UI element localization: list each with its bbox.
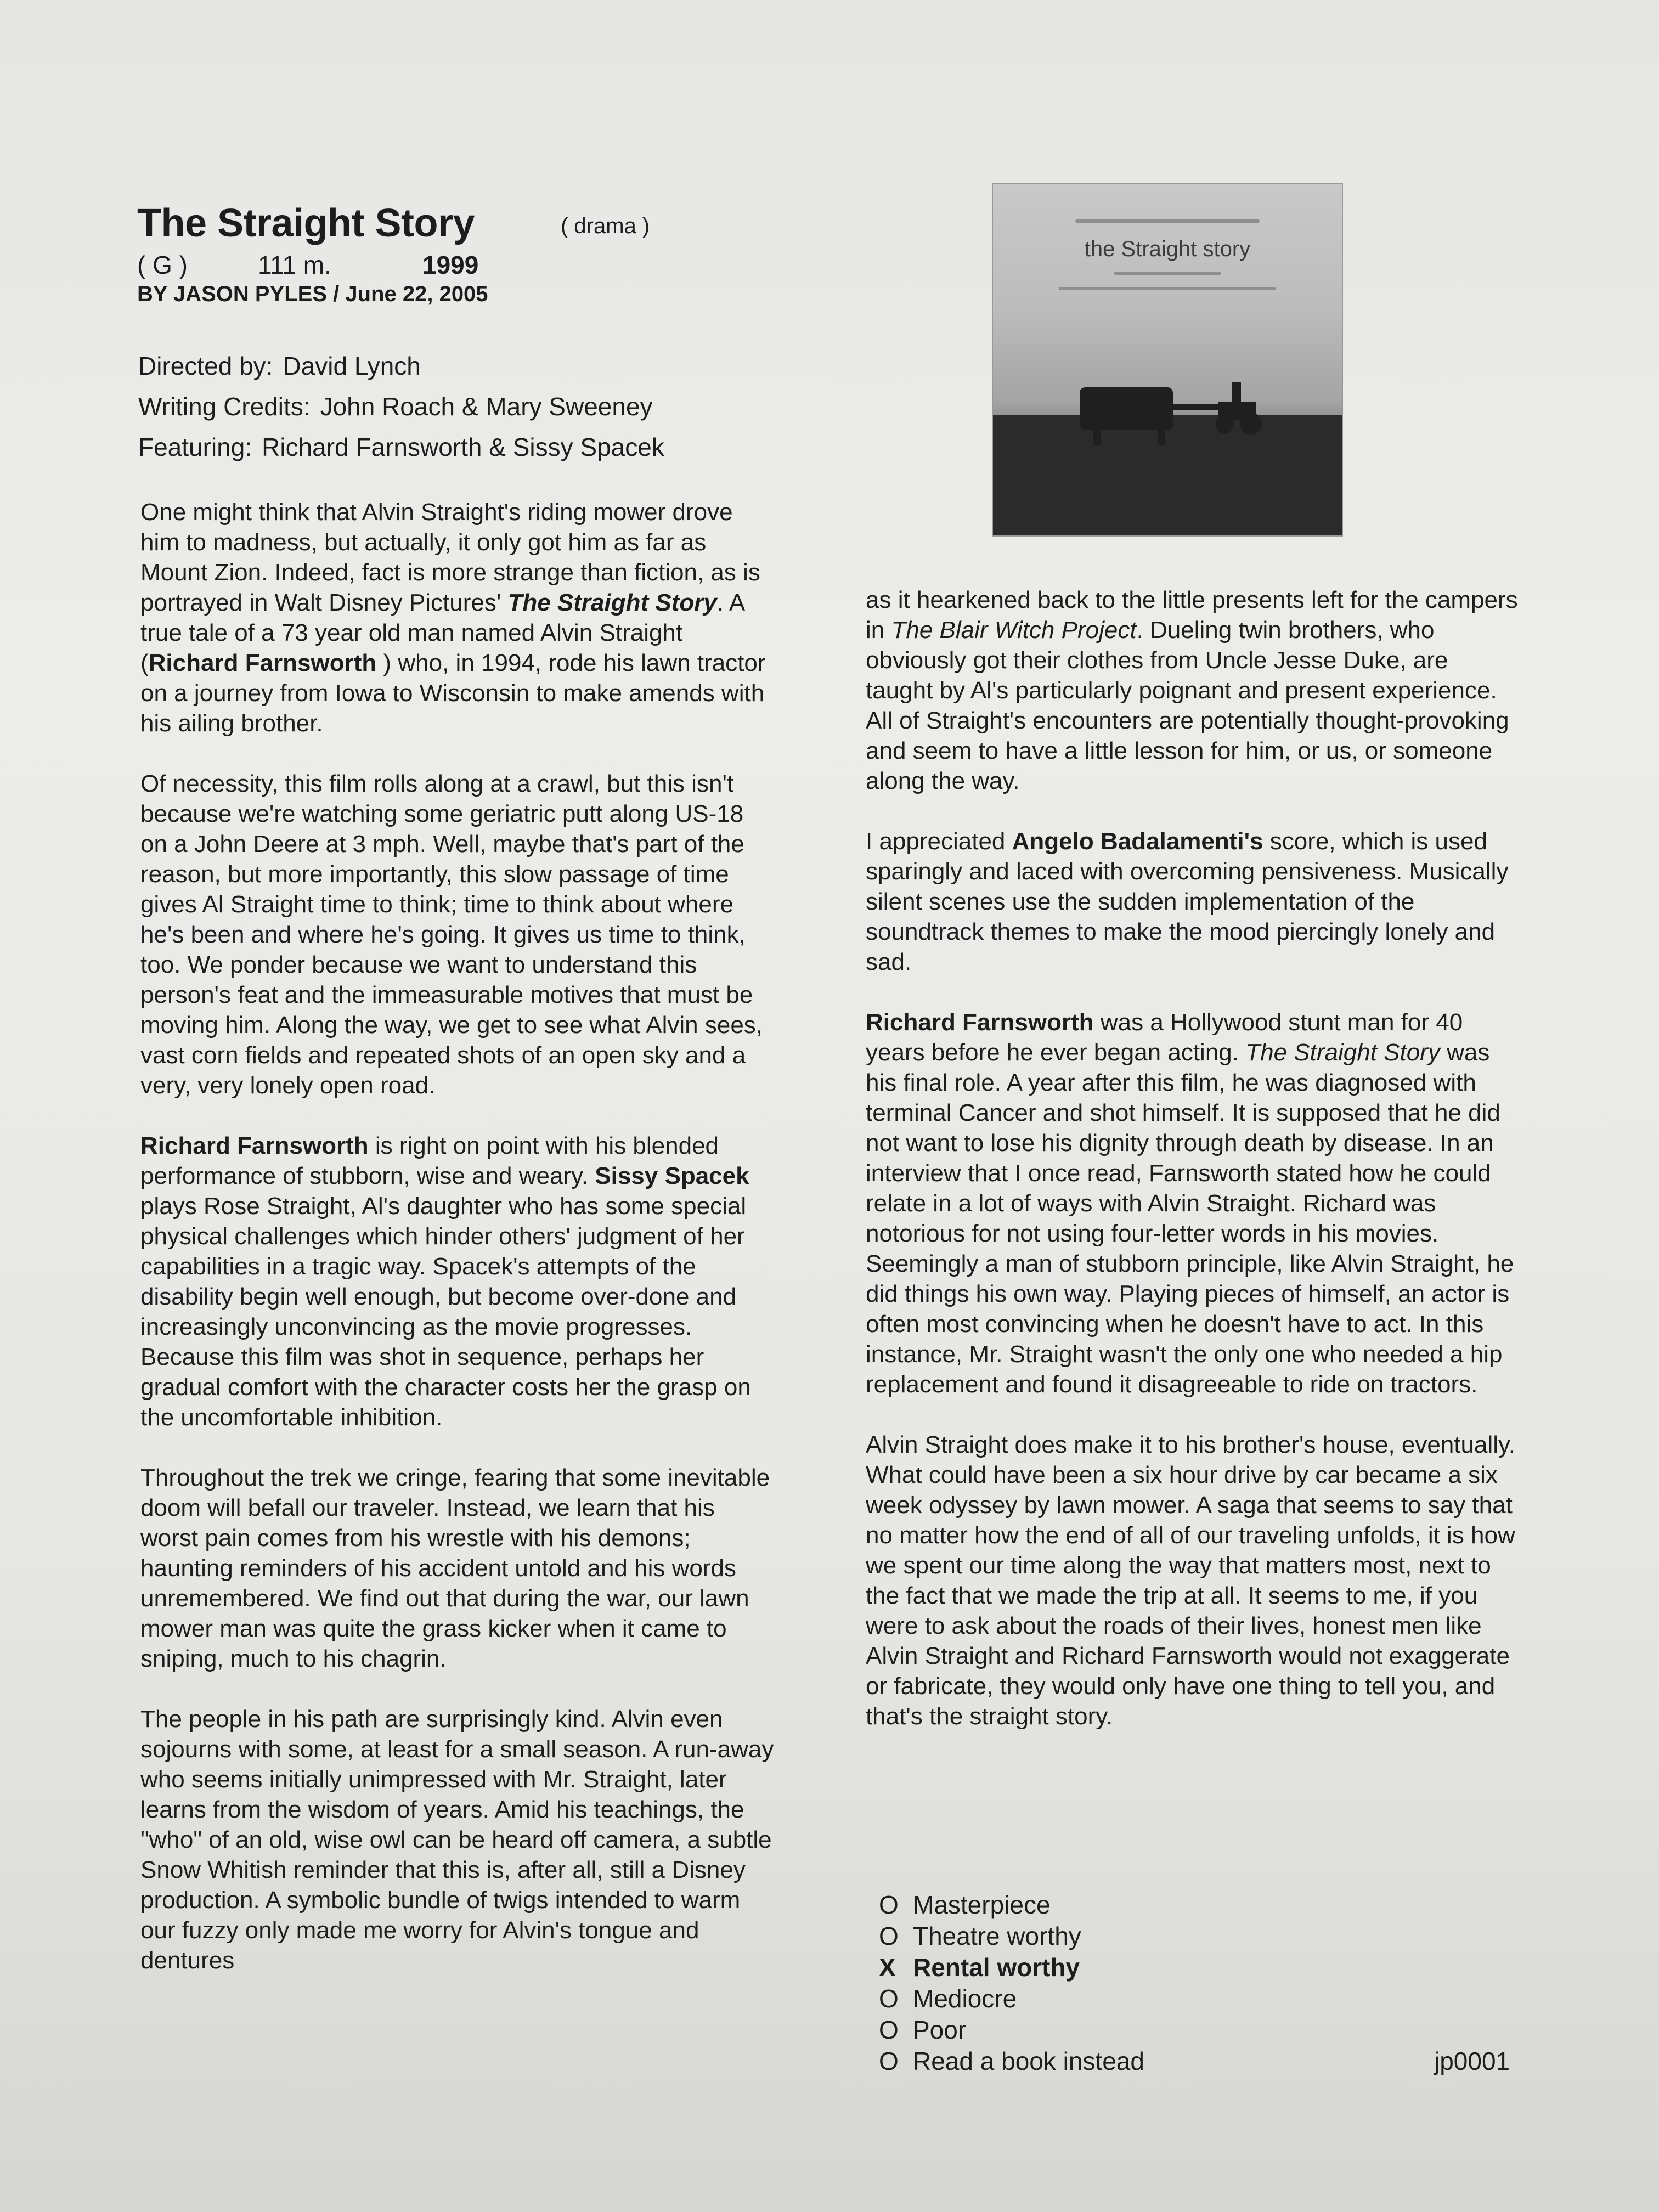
review-paragraph bbox=[866, 585, 1519, 796]
paragraph-text: is right on point with his blended performance of stubborn, wise and weary. bbox=[140, 1132, 719, 1189]
review-paragraph: The people in his path are surprisingly kind. Alvin even sojourns with some, at least for a small season. A run-away who seems initially unimpressed with Mr. Straight, later learns from the wisdom of years. Amid his teachings, the "who" of an old, wise owl can be heard off camera, a subtle Snow Whitish reminder that this is, after all, still a Disney production. A symbolic bundle of twigs intended to warm our fuzzy only made me worry for Alvin's tongue and dentures bbox=[140, 1706, 774, 1974]
rating-mark: O bbox=[879, 1891, 899, 1919]
rating-label: Theatre worthy bbox=[913, 1922, 1081, 1950]
poster-subtitle-text bbox=[1114, 272, 1221, 275]
rating-option bbox=[879, 2046, 1144, 2077]
rating-mark: X bbox=[879, 1953, 896, 1982]
actor-name-emphasis: Richard Farnsworth bbox=[140, 1132, 369, 1159]
review-paragraph bbox=[140, 497, 777, 738]
review-paragraph: Alvin Straight does make it to his brother's house, eventually. What could have been a six hour drive by car became a six week odyssey by lawn mower. A saga that seems to say that no matter how the end of all of our traveling unfolds, it is how we spent our time along the way that matters most, next to the fact that we made the trip at all. It seems to me, if you were to ask about the roads of their lives, honest men like Alvin Straight and Richard Farnsworth would not exaggerate or fabricate, they would only have one thing to tell you, and that's the straight story. bbox=[866, 1431, 1515, 1730]
paragraph-text: . A true tale of a 73 year old man named Alvin Straight ( bbox=[140, 589, 744, 676]
rating-mark: O bbox=[879, 2016, 899, 2044]
credit-label: Directed by: bbox=[138, 352, 273, 380]
review-paragraph: Of necessity, this film rolls along at a crawl, but this isn't because we're watching some geriatric putt along US-18 on a John Deere at 3 mph. Well, maybe that's part of the reason, but more importantly, this slow passage of time gives Al Straight time to think; time to think about where he's been and where he's going. It gives us time to think, too. We ponder because we want to understand this person's feat and the immeasurable motives that must be moving him. Along the way, we get to see what Alvin sees, vast corn fields and repeated shots of an open sky and a very, very lonely open road. bbox=[140, 770, 763, 1099]
poster-title: the Straight story bbox=[1084, 237, 1251, 261]
rating-mark: O bbox=[879, 1922, 899, 1950]
rating-option bbox=[879, 1983, 1144, 2015]
paragraph-text: was a Hollywood stunt man for 40 years before he ever began acting. bbox=[866, 1009, 1463, 1066]
paragraph-text: as it hearkened back to the little presents left for the campers in bbox=[866, 586, 1518, 644]
actor-name-emphasis: Richard Farnsworth bbox=[148, 650, 377, 676]
byline: BY JASON PYLES / June 22, 2005 bbox=[137, 282, 488, 306]
movie-title: The Straight Story bbox=[137, 201, 475, 245]
credit-value: David Lynch bbox=[283, 352, 421, 380]
review-paragraph: Throughout the trek we cringe, fearing that some inevitable doom will befall our traveler. Instead, we learn that his worst pain comes from his wrestle with his demons; haunting reminders of his accident untold and his words unremembered. We find out that during the war, our lawn mower man was quite the grass kicker when it came to sniping, much to his chagrin. bbox=[140, 1464, 770, 1672]
credit-label: Writing Credits: bbox=[138, 392, 311, 421]
credit-value: John Roach & Mary Sweeney bbox=[320, 392, 653, 421]
actor-name-emphasis: Sissy Spacek bbox=[595, 1163, 749, 1189]
credit-cast bbox=[138, 427, 664, 467]
soundtrack-cover-image bbox=[992, 183, 1343, 537]
poster-caption-text bbox=[1075, 219, 1260, 223]
left-column bbox=[140, 497, 777, 2006]
paragraph-text: . Dueling twin brothers, who obviously got their clothes from Uncle Jesse Duke, are taught by Al's particularly poignant and present experience. All of Straight's encounters are potentially thought-provoking and seem to have a little lesson for him, or us, or someone along the way. bbox=[866, 617, 1509, 794]
film-title-emphasis: The Blair Witch Project bbox=[891, 617, 1137, 644]
film-title-emphasis: The Straight Story bbox=[507, 589, 717, 616]
rating-label: Read a book instead bbox=[913, 2047, 1144, 2075]
paragraph-text: One might think that Alvin Straight's riding mower drove him to madness, but actually, it only got him as far as Mount Zion. Indeed, fact is more strange than fiction, as is portrayed in Walt Disney Pictures' bbox=[140, 499, 760, 616]
document-code: jp0001 bbox=[1434, 2047, 1510, 2075]
review-paragraph bbox=[866, 1007, 1519, 1400]
rating-mark: O bbox=[879, 2047, 899, 2075]
rating-option bbox=[879, 1889, 1144, 1921]
paragraph-text: ) who, in 1994, rode his lawn tractor on a journey from Iowa to Wisconsin to make amends with his ailing brother. bbox=[140, 650, 766, 737]
rating-option bbox=[879, 1921, 1144, 1952]
credit-director bbox=[138, 346, 664, 386]
paragraph-text: was his final role. A year after this film, he was diagnosed with terminal Cancer and shot himself. It is supposed that he did not want to lose his dignity through death by disease. In an interview that I once read, Farnsworth stated how he could relate in a lot of ways with Alvin Straight. Richard was notorious for not using four-letter words in his movies. Seemingly a man of stubborn principle, like Alvin Straight, he did things his own way. Playing pieces of himself, an actor is often most convincing when he doesn't have to act. In this instance, Mr. Straight wasn't the only one who needed a hip replacement and found it disagreeable to ride on tractors. bbox=[866, 1039, 1514, 1398]
review-paragraph bbox=[140, 1131, 777, 1432]
rating-option-selected bbox=[879, 1952, 1144, 1983]
rating-label: Mediocre bbox=[913, 1984, 1017, 2013]
paragraph-text: plays Rose Straight, Al's daughter who has some special physical challenges which hinder others' judgment of her capabilities in a tragic way. Spacek's attempts of the disability begin well enough, but become over-done and increasingly unconvincing as the movie progresses. Because this film was shot in sequence, perhaps her gradual comfort with the character costs her the grasp on the uncomfortable inhibition. bbox=[140, 1193, 751, 1431]
credit-label: Featuring: bbox=[138, 433, 252, 461]
credits-block bbox=[138, 346, 664, 467]
composer-name-emphasis: Angelo Badalamenti's bbox=[1012, 828, 1263, 855]
tractor-silhouette-icon bbox=[993, 382, 1342, 535]
genre-label: ( drama ) bbox=[561, 214, 650, 238]
rating-scale bbox=[879, 1889, 1144, 2077]
release-year: 1999 bbox=[422, 251, 479, 279]
right-column bbox=[866, 585, 1519, 1762]
rating-label: Rental worthy bbox=[913, 1953, 1080, 1982]
review-paragraph bbox=[866, 826, 1519, 977]
paragraph-text: I appreciated bbox=[866, 828, 1012, 855]
credit-value: Richard Farnsworth & Sissy Spacek bbox=[262, 433, 664, 461]
movie-meta bbox=[137, 250, 478, 280]
rating-option bbox=[879, 2015, 1144, 2046]
mpaa-rating: ( G ) bbox=[137, 251, 188, 279]
actor-name-emphasis: Richard Farnsworth bbox=[866, 1009, 1094, 1036]
rating-mark: O bbox=[879, 1984, 899, 2013]
runtime: 111 m. bbox=[258, 251, 331, 279]
film-title-emphasis: The Straight Story bbox=[1245, 1039, 1440, 1066]
credit-writers bbox=[138, 386, 664, 427]
poster-composer-text bbox=[1059, 287, 1276, 290]
paragraph-text: score, which is used sparingly and laced with overcoming pensiveness. Musically silent scenes use the sudden implementation of the soundtrack themes to make the mood piercingly lonely and sad. bbox=[866, 828, 1509, 975]
rating-label: Poor bbox=[913, 2016, 967, 2044]
rating-label: Masterpiece bbox=[913, 1891, 1051, 1919]
